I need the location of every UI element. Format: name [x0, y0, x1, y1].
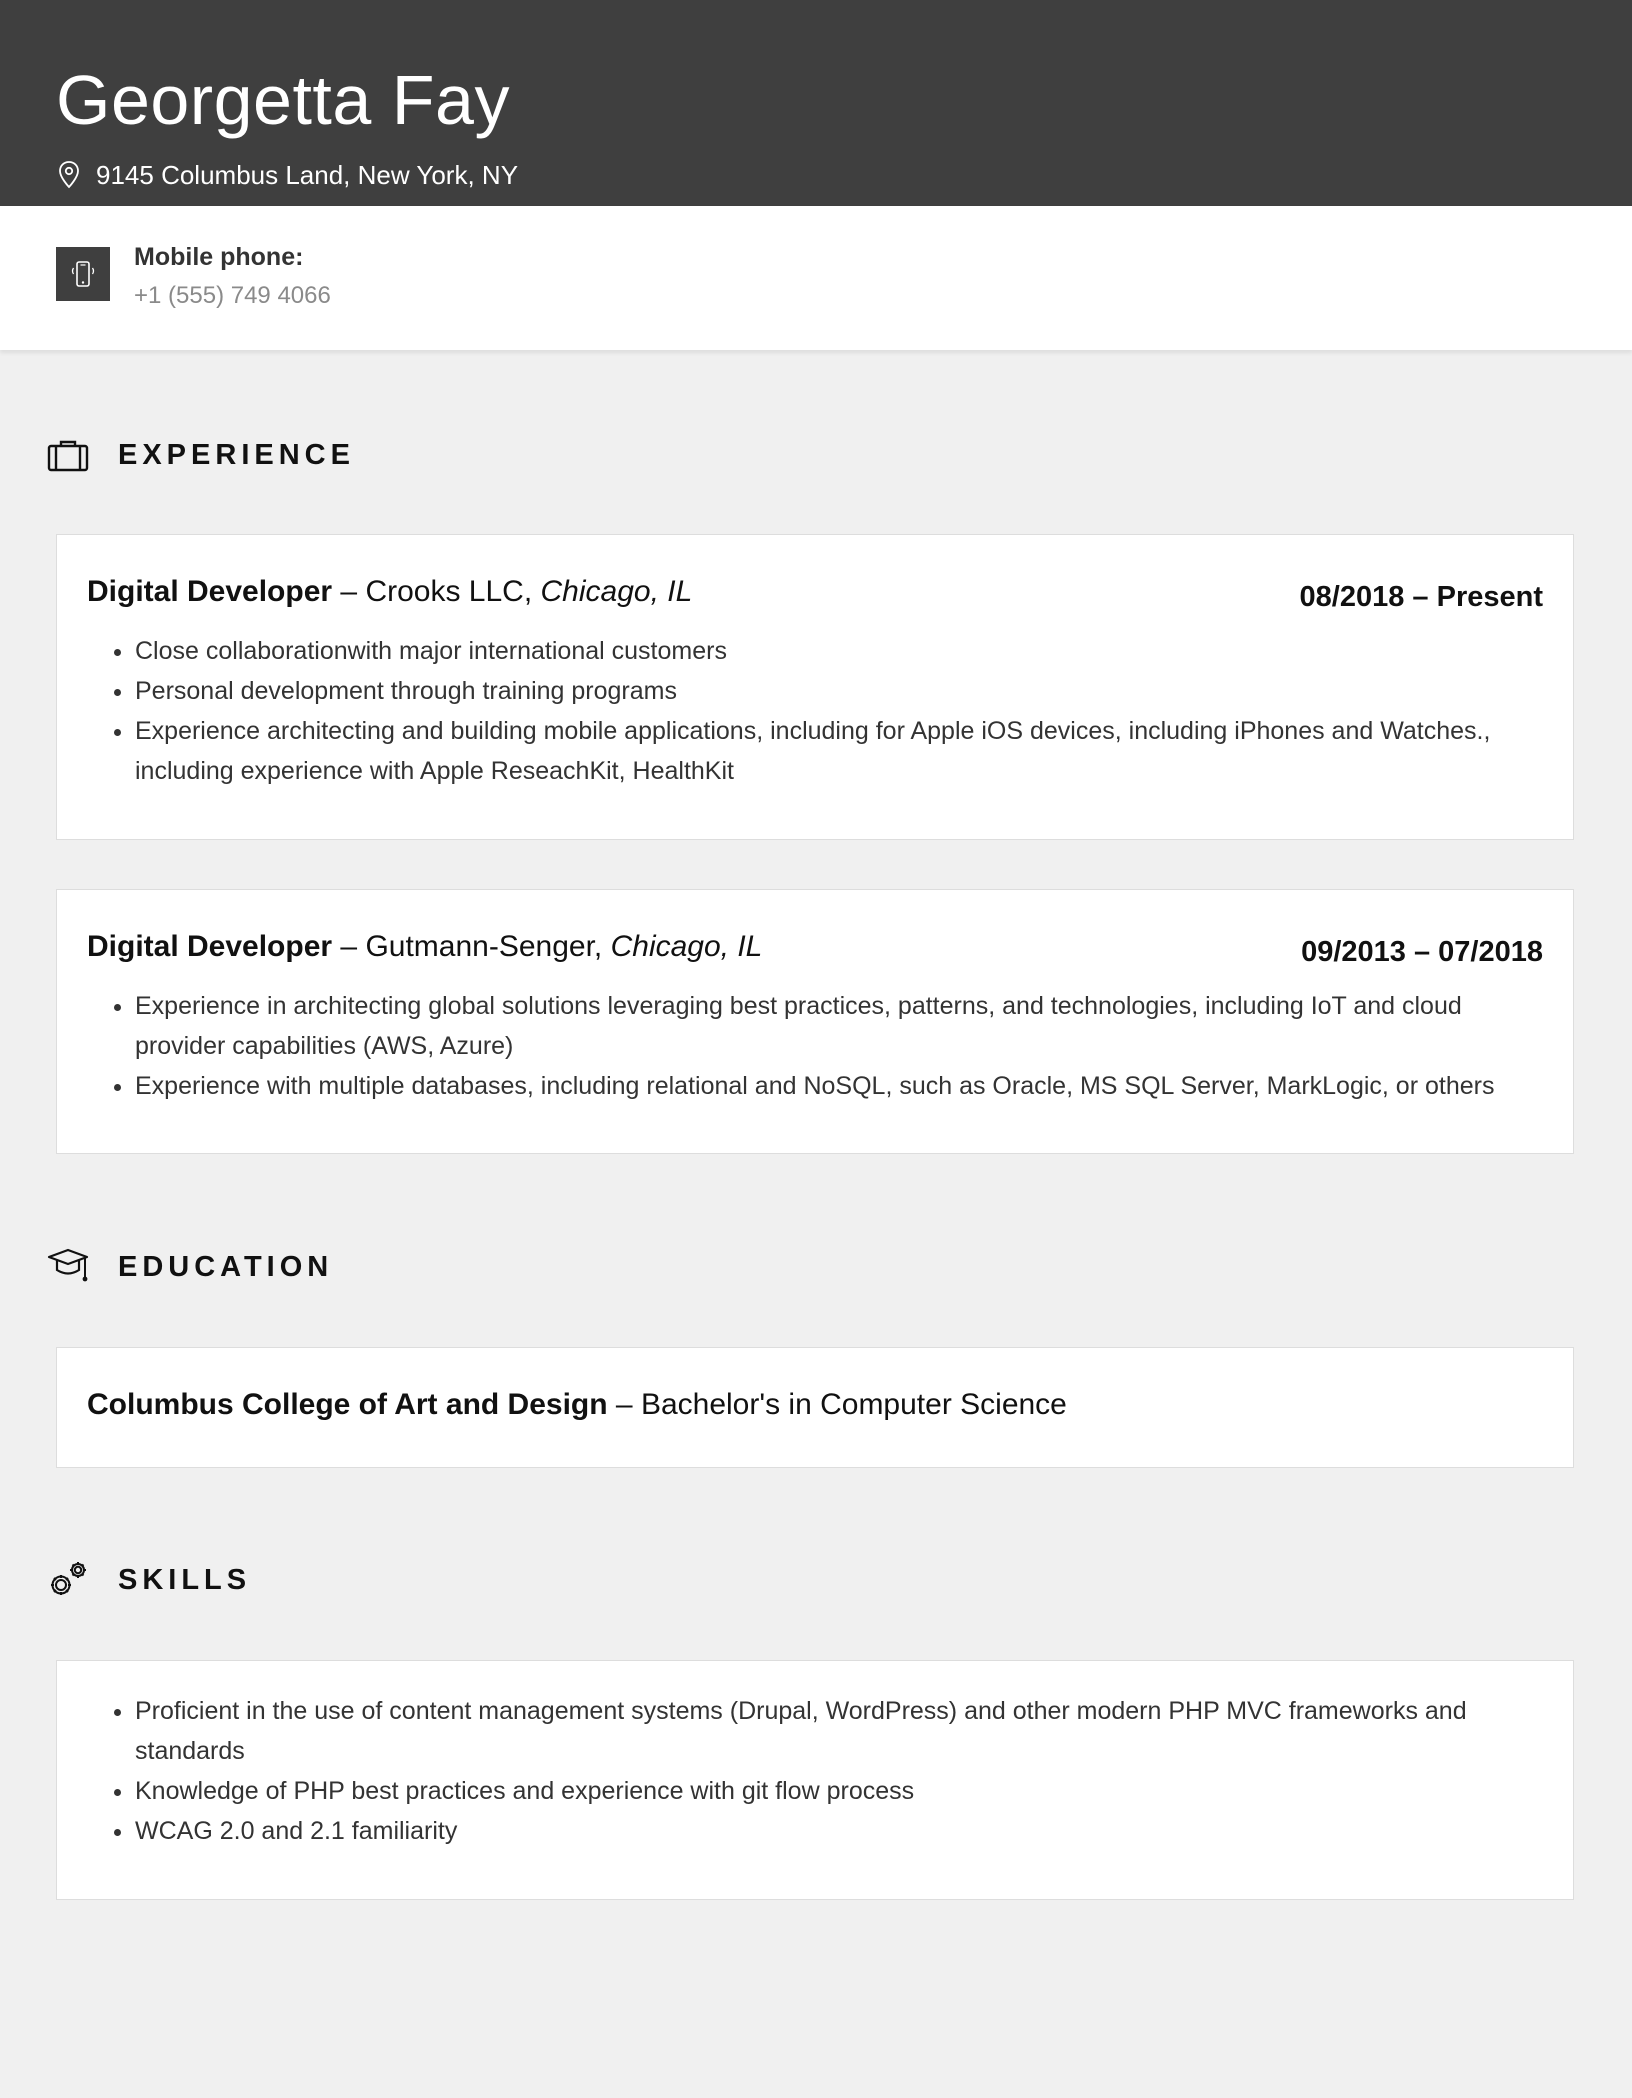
experience-title: EXPERIENCE: [118, 438, 355, 471]
list-item: • Experience in architecting global solutions leveraging best practices, patterns, and technologies, including IoT and cloud provider capabilities (AWS, Azure): [135, 986, 1533, 1066]
resume-header: [0, 0, 1632, 206]
job-bullets: [87, 631, 1533, 791]
job-location: Chicago, IL: [610, 930, 763, 963]
job-company: Gutmann-Senger: [365, 930, 594, 963]
education-entry: [87, 1388, 1067, 1422]
job-dates: 08/2018 – Present: [1299, 581, 1543, 613]
phone-label: Mobile phone:: [134, 243, 304, 271]
list-item: • Proficient in the use of content management systems (Drupal, WordPress) and other modern PHP MVC frameworks and standards: [135, 1691, 1533, 1771]
address-line: [56, 157, 518, 193]
job-title: Digital Developer: [87, 930, 333, 963]
list-item: • Experience architecting and building mobile applications, including for Apple iOS devices, including iPhones and Watches., including experience with Apple ReseachKit, HealthKit: [135, 711, 1533, 791]
education-section-header: [46, 1245, 333, 1289]
education-card: [56, 1347, 1574, 1468]
job-header: Digital Developer – Gutmann-Senger, Chicago, IL 09/2013 – 07/2018: [87, 930, 1543, 968]
job-company: Crooks LLC: [365, 575, 524, 608]
education-title: EDUCATION: [118, 1250, 334, 1283]
list-item: • Experience with multiple databases, including relational and NoSQL, such as Oracle, MS SQL Server, MarkLogic, or others: [135, 1066, 1533, 1106]
job-location: Chicago, IL: [540, 575, 693, 608]
list-item: • Knowledge of PHP best practices and experience with git flow process: [135, 1771, 1533, 1811]
job-bullets: [87, 986, 1533, 1106]
education-separator: –: [607, 1388, 641, 1421]
list-item: • Personal development through training programs: [135, 671, 1533, 711]
skills-card: [56, 1660, 1574, 1900]
briefcase-icon: [46, 435, 90, 475]
mobile-phone-icon: [56, 247, 110, 301]
list-item: • WCAG 2.0 and 2.1 familiarity: [135, 1811, 1533, 1851]
job-header: Digital Developer – Crooks LLC, Chicago, IL 08/2018 – Present: [87, 575, 1543, 613]
job-title: Digital Developer: [87, 575, 333, 608]
phone-number: +1 (555) 749 4066: [134, 282, 331, 309]
degree: Bachelor's in Computer Science: [640, 1388, 1067, 1421]
experience-card: [56, 534, 1574, 840]
graduation-cap-icon: [46, 1247, 90, 1287]
list-item: • Close collaborationwith major international customers: [135, 631, 1533, 671]
experience-card: [56, 889, 1574, 1154]
job-separator: –: [332, 575, 366, 608]
contact-band: [0, 206, 1632, 350]
location-pin-icon: [56, 160, 82, 190]
skills-title: SKILLS: [118, 1563, 252, 1596]
candidate-name: Georgetta Fay: [56, 61, 510, 139]
address-text: 9145 Columbus Land, New York, NY: [96, 159, 519, 190]
experience-section-header: [46, 433, 355, 477]
skills-section-header: [46, 1558, 251, 1602]
job-dates: 09/2013 – 07/2018: [1301, 936, 1543, 968]
gears-icon: [46, 1560, 90, 1600]
school-name: Columbus College of Art and Design: [87, 1388, 608, 1421]
job-separator: –: [332, 930, 366, 963]
skills-list: [87, 1691, 1533, 1851]
